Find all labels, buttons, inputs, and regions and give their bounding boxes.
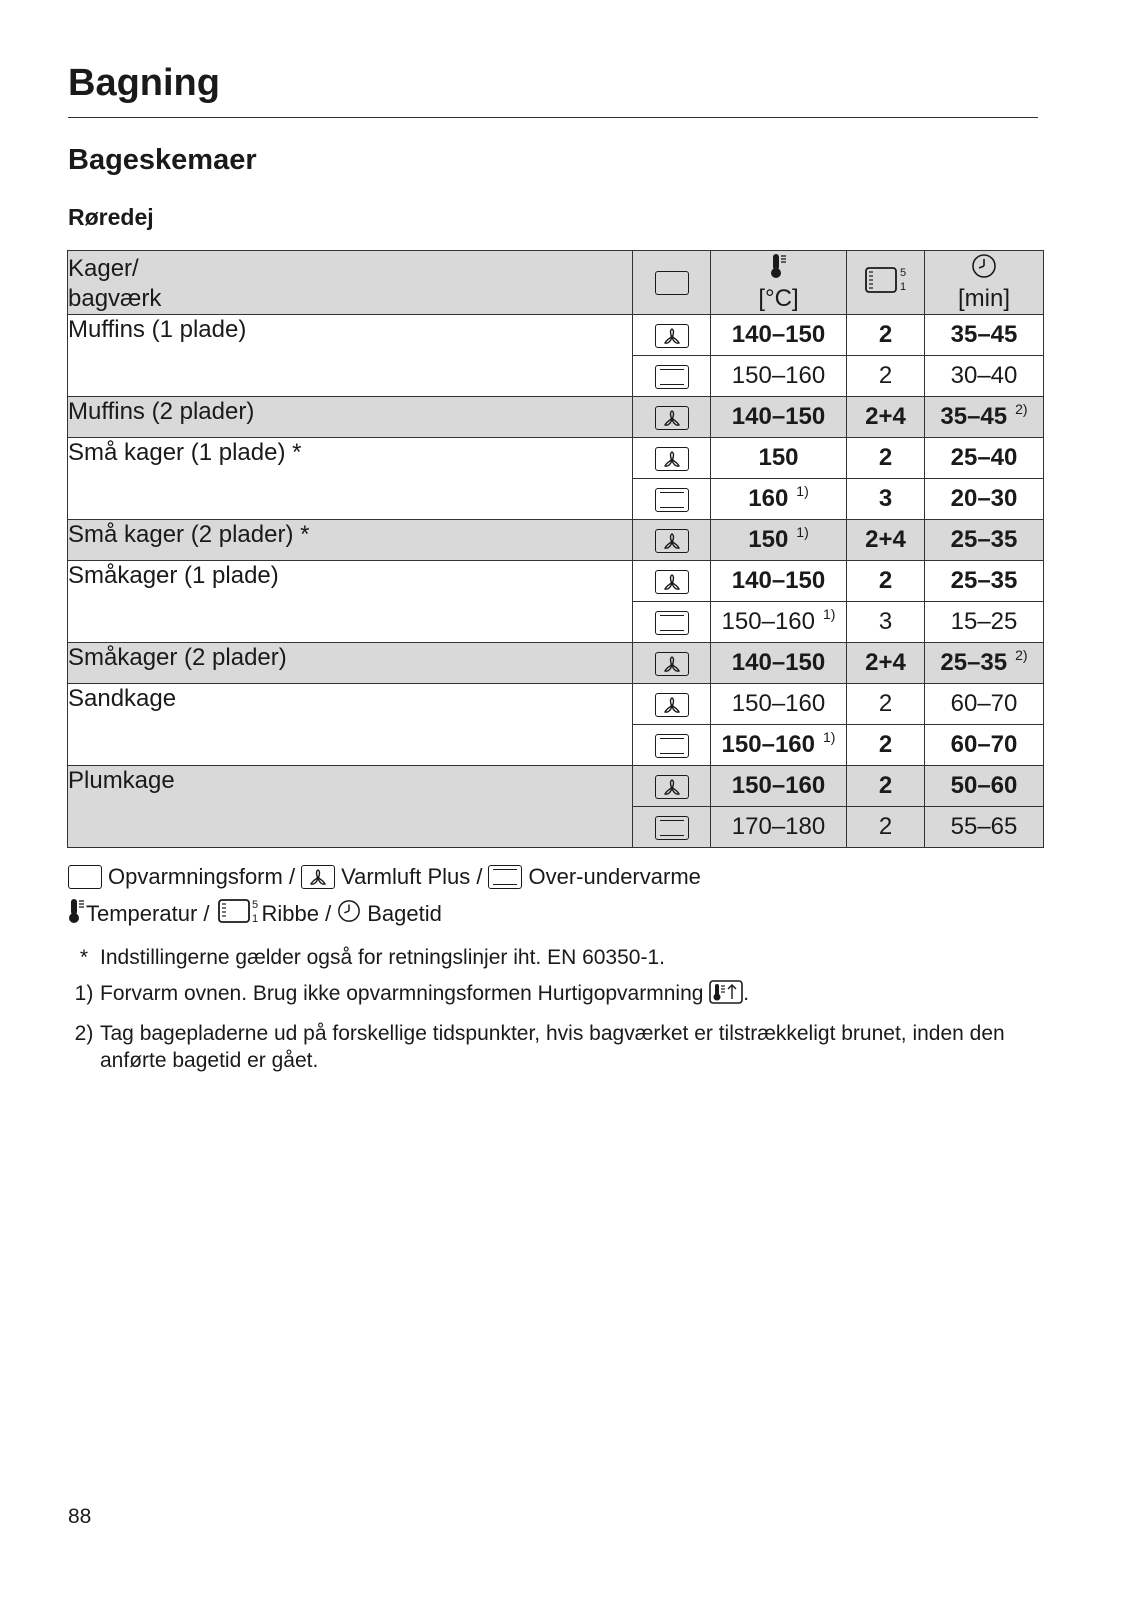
shelf-cell-value: 3 — [878, 608, 893, 635]
header-shelf-cell — [847, 251, 925, 315]
item-name: Småkager (1 plade) — [68, 561, 633, 643]
time-cell — [925, 684, 1044, 725]
top-bottom-heat-icon — [655, 365, 689, 389]
table-row — [68, 438, 1044, 479]
temp-unit: [°C] — [758, 285, 799, 312]
mode-cell — [633, 684, 711, 725]
shelf-cell — [847, 561, 925, 602]
item-name: Små kager (1 plade) * — [68, 438, 633, 520]
time-cell-value: 60–70 — [950, 731, 1018, 758]
fan-plus-icon — [655, 529, 689, 553]
shelf-level-icon — [863, 267, 909, 302]
clock-icon — [337, 899, 361, 929]
shelf-cell — [847, 315, 925, 356]
header-mode-cell — [633, 251, 711, 315]
legend-fan-label: Varmluft Plus / — [341, 864, 483, 889]
shelf-cell-value: 2 — [878, 772, 893, 799]
legend-line-1 — [68, 864, 701, 890]
mode-cell — [633, 356, 711, 397]
time-cell-value: 20–30 — [950, 485, 1018, 512]
temperature-cell — [711, 356, 847, 397]
item-name: Muffins (1 plade) — [68, 315, 633, 397]
legend-temp-label: Temperatur / — [86, 901, 210, 926]
shelf-level-icon — [216, 896, 262, 932]
shelf-cell — [847, 438, 925, 479]
fan-plus-icon — [655, 570, 689, 594]
temperature-cell-value: 160 — [748, 485, 789, 512]
top-bottom-heat-icon — [655, 816, 689, 840]
temperature-cell — [711, 438, 847, 479]
temperature-cell-value: 150 — [748, 526, 789, 553]
footnote-suffix: . — [743, 982, 750, 1005]
temperature-cell-value: 140–150 — [731, 649, 826, 676]
footnote-ref: 2) — [1015, 401, 1028, 417]
legend-line-2 — [68, 896, 442, 932]
time-cell-value: 25–35 — [950, 567, 1018, 594]
table-body — [68, 315, 1044, 848]
temperature-cell — [711, 561, 847, 602]
time-cell-value: 60–70 — [950, 690, 1018, 717]
temperature-cell — [711, 479, 847, 520]
clock-icon — [971, 253, 997, 286]
table-row — [68, 315, 1044, 356]
footnotes — [68, 944, 1038, 1083]
mode-cell — [633, 397, 711, 438]
header-name-cell — [68, 251, 633, 315]
footnote-1 — [68, 980, 1038, 1011]
temperature-cell-value: 140–150 — [731, 321, 826, 348]
time-cell — [925, 356, 1044, 397]
footnote-ref: 1) — [822, 606, 836, 622]
mode-cell — [633, 725, 711, 766]
shelf-cell-value: 2+4 — [865, 526, 906, 553]
baking-table — [67, 250, 1044, 848]
shelf-cell-value: 2 — [878, 362, 893, 389]
thermometer-icon — [770, 253, 788, 286]
mode-cell — [633, 438, 711, 479]
shelf-cell — [847, 479, 925, 520]
svg-text:1: 1 — [251, 913, 258, 925]
time-cell — [925, 766, 1044, 807]
time-cell-value: 25–40 — [950, 444, 1018, 471]
shelf-cell — [847, 602, 925, 643]
temperature-cell — [711, 684, 847, 725]
footnote-mark: 1) — [74, 982, 94, 1005]
table-header-row — [68, 251, 1044, 315]
time-cell-value: 35–45 — [940, 403, 1008, 430]
shelf-cell-value: 2+4 — [865, 403, 906, 430]
svg-text:1: 1 — [899, 281, 906, 293]
footnote-text: Indstillingerne gælder også for retningslinjer iht. EN 60350-1. — [100, 946, 665, 969]
header-temp-cell — [711, 251, 847, 315]
top-bottom-heat-icon — [655, 734, 689, 758]
temperature-cell-value: 170–180 — [731, 813, 826, 840]
time-cell-value: 30–40 — [950, 362, 1018, 389]
time-cell — [925, 602, 1044, 643]
temperature-cell-value: 150–160 — [721, 608, 815, 635]
shelf-cell — [847, 684, 925, 725]
temperature-cell-value: 150 — [758, 444, 799, 471]
temperature-cell-value: 150–160 — [721, 731, 815, 758]
time-cell — [925, 438, 1044, 479]
mode-cell — [633, 643, 711, 684]
time-cell-value: 35–45 — [950, 321, 1018, 348]
item-name: Småkager (2 plader) — [68, 643, 633, 684]
time-unit: [min] — [957, 285, 1010, 312]
shelf-cell — [847, 766, 925, 807]
footnote-ref: 1) — [822, 729, 836, 745]
temperature-cell — [711, 315, 847, 356]
temperature-cell — [711, 520, 847, 561]
shelf-cell-value: 2+4 — [865, 649, 906, 676]
table-row — [68, 766, 1044, 807]
table-row — [68, 397, 1044, 438]
shelf-cell — [847, 643, 925, 684]
table-row — [68, 520, 1044, 561]
temperature-cell-value: 150–160 — [731, 362, 826, 389]
shelf-cell-value: 2 — [878, 444, 893, 471]
time-cell-value: 15–25 — [950, 608, 1018, 635]
footnote-ref: 1) — [796, 524, 809, 540]
header-time-cell — [925, 251, 1044, 315]
table-row — [68, 684, 1044, 725]
time-cell — [925, 397, 1044, 438]
rapid-heat-icon — [709, 980, 743, 1011]
mode-cell — [633, 766, 711, 807]
mode-cell — [633, 602, 711, 643]
footnote-text: Forvarm ovnen. Brug ikke opvarmningsformen Hurtigopvarmning — [100, 982, 704, 1005]
footnote-ref: 1) — [796, 483, 809, 499]
svg-text:5: 5 — [899, 267, 906, 279]
temperature-cell — [711, 602, 847, 643]
mode-cell — [633, 520, 711, 561]
footnote-text: Tag bagepladerne ud på forskellige tidspunkter, hvis bagværket er tilstrækkeligt brunet, inden den anførte bagetid er gået. — [100, 1022, 1005, 1072]
mode-cell — [633, 561, 711, 602]
temperature-cell — [711, 643, 847, 684]
section-title: Bageskemaer — [68, 144, 257, 176]
page-title: Bagning — [68, 62, 220, 104]
footnote-text-wrap — [100, 980, 1038, 1011]
mode-cell — [633, 479, 711, 520]
shelf-cell — [847, 725, 925, 766]
shelf-cell — [847, 520, 925, 561]
time-cell — [925, 315, 1044, 356]
shelf-cell-value: 2 — [878, 567, 893, 594]
fan-plus-icon — [655, 775, 689, 799]
fan-plus-icon — [655, 324, 689, 348]
item-name: Plumkage — [68, 766, 633, 848]
shelf-cell — [847, 807, 925, 848]
time-cell-value: 25–35 — [950, 526, 1018, 553]
fan-plus-icon — [655, 406, 689, 430]
time-cell — [925, 807, 1044, 848]
footnote-ref: 2) — [1015, 647, 1028, 663]
temperature-cell-value: 140–150 — [731, 567, 826, 594]
header-name-line1: Kager/ — [68, 255, 139, 282]
mode-cell — [633, 315, 711, 356]
temperature-cell-value: 150–160 — [731, 690, 826, 717]
table-row — [68, 643, 1044, 684]
temperature-cell-value: 140–150 — [731, 403, 826, 430]
shelf-cell-value: 2 — [878, 813, 893, 840]
thermometer-icon — [68, 898, 86, 930]
shelf-cell-value: 3 — [878, 485, 893, 512]
temperature-cell — [711, 397, 847, 438]
fan-plus-icon — [655, 652, 689, 676]
item-name: Sandkage — [68, 684, 633, 766]
subsection-title: Røredej — [68, 204, 154, 230]
legend-mode-label: Opvarmningsform / — [108, 864, 296, 889]
top-bottom-heat-icon — [655, 611, 689, 635]
svg-text:5: 5 — [251, 899, 258, 911]
shelf-cell — [847, 356, 925, 397]
legend-time-label: Bagetid — [367, 901, 442, 926]
page-number: 88 — [68, 1505, 92, 1528]
mode-cell — [633, 807, 711, 848]
time-cell-value: 25–35 — [940, 649, 1008, 676]
time-cell-value: 50–60 — [950, 772, 1018, 799]
title-divider — [68, 117, 1038, 118]
temperature-cell — [711, 807, 847, 848]
time-cell — [925, 725, 1044, 766]
fan-plus-icon — [655, 447, 689, 471]
footnote-mark: * — [79, 946, 89, 969]
time-cell — [925, 643, 1044, 684]
shelf-cell-value: 2 — [878, 731, 893, 758]
item-name: Små kager (2 plader) * — [68, 520, 633, 561]
temperature-cell-value: 150–160 — [731, 772, 826, 799]
table-row — [68, 561, 1044, 602]
shelf-cell-value: 2 — [878, 321, 893, 348]
top-bottom-heat-icon — [655, 488, 689, 512]
footnote-asterisk — [68, 944, 1038, 971]
item-name: Muffins (2 plader) — [68, 397, 633, 438]
top-bottom-heat-icon — [488, 865, 522, 889]
oven-mode-icon — [68, 865, 102, 889]
time-cell — [925, 520, 1044, 561]
shelf-cell-value: 2 — [878, 690, 893, 717]
legend-topbottom-label: Over-undervarme — [528, 864, 701, 889]
time-cell-value: 55–65 — [950, 813, 1018, 840]
footnote-mark: 2) — [74, 1022, 94, 1045]
legend-shelf-label: Ribbe / — [261, 901, 332, 926]
oven-mode-icon — [655, 271, 689, 295]
shelf-cell — [847, 397, 925, 438]
time-cell — [925, 479, 1044, 520]
time-cell — [925, 561, 1044, 602]
temperature-cell — [711, 766, 847, 807]
footnote-2 — [68, 1020, 1038, 1074]
fan-plus-icon — [301, 865, 335, 889]
temperature-cell — [711, 725, 847, 766]
fan-plus-icon — [655, 693, 689, 717]
header-name-line2: bagværk — [68, 285, 162, 312]
